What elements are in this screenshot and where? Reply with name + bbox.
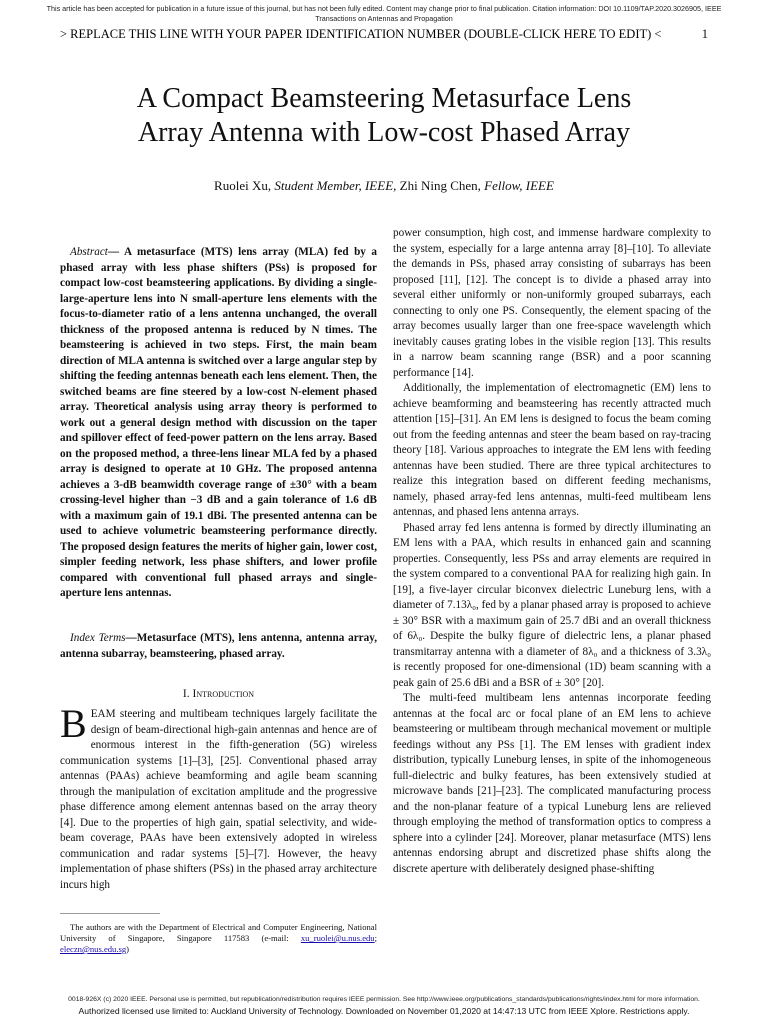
introduction-paragraph [60, 701, 377, 893]
author-2-role: Fellow, IEEE [484, 178, 554, 193]
copyright-notice: 0018-926X (c) 2020 IEEE. Personal use is permitted, but republication/redistribution requires IEEE permission. See http://www.ieee.org/publications_standards/publications/rights/index.html for more information. [68, 996, 700, 1003]
index-terms-lead: Index Terms [70, 632, 126, 644]
email-link-chen[interactable]: eleczn@nus.edu.sg [60, 944, 127, 954]
footnote-text: The authors are with the Department of Electrical and Computer Engineering, National University of Singapore, Singapore 117583 (e-mail: [60, 922, 377, 943]
drop-cap: B [60, 701, 87, 746]
author-line [60, 178, 708, 194]
author-2-name: Zhi Ning Chen, [399, 178, 481, 193]
footnote-end: ) [126, 944, 130, 954]
author-1-name: Ruolei Xu, [214, 178, 272, 193]
author-affiliation-footnote [60, 922, 377, 955]
introduction-text: EAM steering and multibeam techniques largely facilitate the design of beam-directional high-gain antennas and hence are of enormous interest in the fifth-generation (5G) wireless communication systems [1]–[3], [25]. Conventional phased array antennas (PAAs) achieve beamforming and agile beam scanning through the manipulation of excitation amplitude and the progressive phase difference among element antennas based on the array theory [4]. Due to the properties of high gain, spatial selectivity, and wide-beam coverage, PAAs have been extensively adopted in wireless communication and radar systems [5]–[7]. However, the heavy implementation of phase shifters (PSs) in the phased array architecture incurs high [60, 708, 377, 891]
license-notice: Authorized licensed use limited to: Auckland University of Technology. Downloaded on November 01,2020 at 14:47:13 UTC from IEEE Xplore. Restrictions apply. [78, 1006, 690, 1016]
index-terms-text: —Metasurface (MTS), lens antenna, antenna array, antenna subarray, beamsteering, phased array. [60, 632, 377, 660]
title-line-2: Array Antenna with Low-cost Phased Array [137, 117, 631, 148]
footnote-divider [60, 913, 160, 914]
right-column [393, 226, 711, 877]
right-paragraph-2: Additionally, the implementation of electromagnetic (EM) lens to achieve beamforming and beamsteering has recently attracted much attention [15]–[31]. An EM lens is designed to focus the beam coming out from the feeding antennas and steer the beam based on ray-tracing theory [18]. Various approaches to integrate the EM lens with feeding antennas have been studied. There are three typical architectures to realize this integration based on different feeding mechanisms, namely, phased array-fed lens antennas, multi-feed multibeam lens antennas, and phased lens antenna arrays. [393, 382, 711, 518]
right-paragraph-4: The multi-feed multibeam lens antennas incorporate feeding antennas at the focal arc or focal plane of an EM lens to achieve beamsteering or multibeam through mechanical movement or multiple feedings without any PSs [1]. The EM lenses with gradient index distribution, typically Luneburg lenses, in spite of the inhomogeneous full-dielectric and bulky features, has been extensively studied at microwave bands [21]–[23]. The complicated manufacturing process and the non-planar feature of a typical Luneburg lens are relieved through employing the method of transformation optics to compress a sphere into a cylinder [24]. Moreover, planar metasurface (MTS) lens antennas endorsing abrupt and discretized phase shifts along the discrete aperture with deliberately designed phase-shifting [393, 692, 711, 875]
footnote-separator: ; [374, 933, 377, 943]
title-line-1: A Compact Beamsteering Metasurface Lens [136, 83, 632, 114]
abstract-lead: Abstract [70, 246, 108, 258]
right-paragraph-1: power consumption, high cost, and immense hardware complexity to the system, especially for a large antenna array [8]–[10]. To alleviate the demands in PSs, phased array consisting of subarrays has been proposed [11], [12]. The concept is to divide a phased array into several either uniformly or non-uniformly grouped subarrays, each connecting to only one PS. Consequently, the element spacing of the array becomes usually larger than one free-space wavelength which inevitably causes grating lobes in the visible region [13]. This results in a narrow beam scanning range (BSR) and a poor scanning performance [14]. [393, 227, 711, 379]
section-heading-introduction: I. Introduction [182, 688, 255, 700]
abstract [60, 245, 377, 602]
index-terms [60, 631, 377, 662]
page-number: 1 [701, 27, 708, 41]
acceptance-notice [0, 4, 768, 23]
acceptance-line-2: Transactions on Antennas and Propagation [315, 13, 453, 23]
author-1-role: Student Member, IEEE, [274, 178, 397, 193]
right-paragraph-3: Phased array fed lens antenna is formed by directly illuminating an EM lens with a PAA, which results in enhanced gain and scanning properties. Consequently, less PSs and array elements are required in the system compared to a conventional PAA for realizing high gain. In [19], a five-layer circular biconvex dielectric Luneburg lens, with a diameter of 7.13λ₀, fed by a planar phased array is proposed to achieve ± 30° BSR with a maximum gain of 25.7 dBi and an overall thickness of 6λ₀. Despite the bulky figure of dielectric lens, a planar phased transmitarray antenna with a diameter of 8λ₀ and a thickness of 3.3λ₀ is recently proposed for one-dimensional (1D) beam scanning with a peak gain of 25.6 dBi and a BSR of ± 30° [20]. [393, 521, 711, 689]
acceptance-line-1: This article has been accepted for publication in a future issue of this journal, but has not been fully edited. Content may change prior to final publication. Citation information: DOI 10.1109/TAP.2020.3026905, IEEE [46, 4, 722, 13]
abstract-text: — A metasurface (MTS) lens array (MLA) fed by a phased array with less phase shifters (PSs) is proposed for compact low-cost beamsteering applications. By dividing a single-large-aperture lens into N small-aperture lens elements with the focus-to-diameter ratio of a lens antenna unchanged, the overall thickness of the proposed antenna is reduced by N times. The beamsteering is achieved in two steps. First, the main beam direction of MLA antenna is switched over a large angular step by shifting the feeding antennas beneath each lens element. Then, the switched beams are fine steered by a low-cost N-element phased array. Theoretical analysis using array theory is performed to work out a general design method with discussion on the taper and spillover effect of feed-power pattern on the lens array. Based on the proposed method, a three-lens linear MLA fed by a phased array is designed to operate at 10 GHz. The proposed antenna achieves a 3-dB beamwidth coverage range of ±30° with a beam crossing-level higher than −3 dB and a gain tolerance of 1.6 dB with a maximum gain of 19.1 dBi. The presented antenna can be used to achieve volumetric beamsteering performance directly. The proposed design features the merits of higher gain, lower cost, simpler feeding network, less phase shifters, and lower profile compared with conventional full phased arrays and single-aperture lens antennas. [60, 246, 377, 599]
email-link-xu[interactable]: xu_ruolei@u.nus.edu [300, 933, 375, 943]
paper-title [60, 82, 708, 150]
paper-id-placeholder: > REPLACE THIS LINE WITH YOUR PAPER IDENTIFICATION NUMBER (DOUBLE-CLICK HERE TO EDIT) < [60, 27, 662, 41]
